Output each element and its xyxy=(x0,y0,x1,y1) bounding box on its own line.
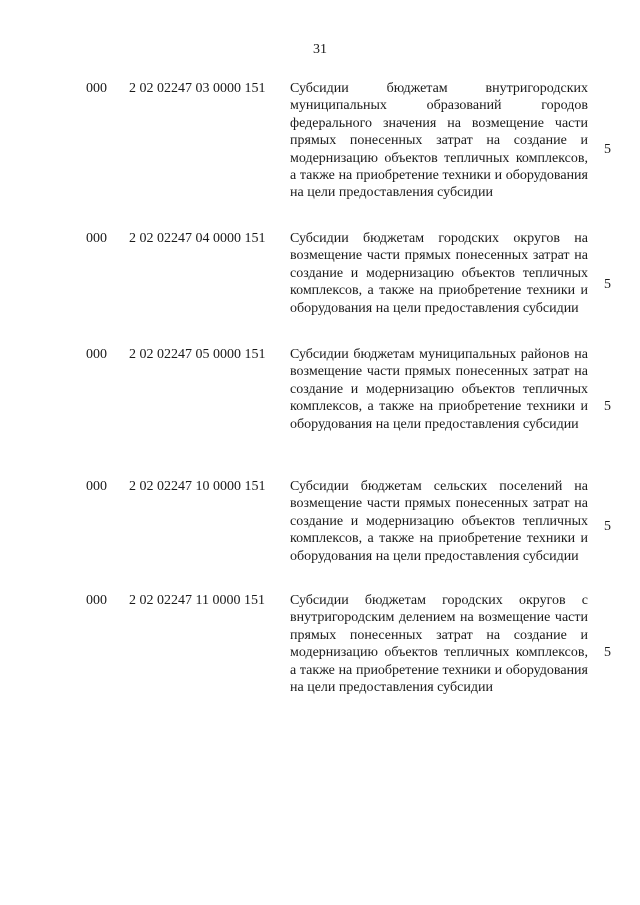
kbk-code: 2 02 02247 11 0000 151 xyxy=(129,593,265,608)
row-value: 5 xyxy=(604,277,611,292)
admin-code: 000 xyxy=(86,347,107,362)
row-description: Субсидии бюджетам муниципальных районов на возмещение части прямых понесенных затрат на создание и модернизацию объектов тепличных комплексов, а также на приобретение техники и оборудования на цели предоставления субсидии xyxy=(290,347,588,432)
kbk-code: 2 02 02247 03 0000 151 xyxy=(129,81,266,96)
row-description: Субсидии бюджетам сельских поселений на возмещение части прямых понесенных затрат на создание и модернизацию объектов тепличных комплексов, а также на приобретение техники и оборудования на цели предоставления субсидии xyxy=(290,479,588,564)
row-value: 5 xyxy=(604,645,611,660)
row-description: Субсидии бюджетам внутригородских муниципальных образований городов федерального значения на возмещение части прямых понесенных затрат на создание и модернизацию объектов тепличных комплексов, а также на приобретение техники и оборудования на цели предоставления субсидии xyxy=(290,81,588,201)
row-value: 5 xyxy=(604,519,611,534)
kbk-code: 2 02 02247 04 0000 151 xyxy=(129,231,266,246)
admin-code: 000 xyxy=(86,231,107,246)
kbk-code: 2 02 02247 10 0000 151 xyxy=(129,479,266,494)
row-description: Субсидии бюджетам городских округов на возмещение части прямых понесенных затрат на создание и модернизацию объектов тепличных комплексов, а также на приобретение техники и оборудования на цели предоставления субсидии xyxy=(290,231,588,316)
kbk-code: 2 02 02247 05 0000 151 xyxy=(129,347,266,362)
page-number: 31 xyxy=(313,42,327,57)
row-description: Субсидии бюджетам городских округов с внутригородским делением на возмещение части прямых понесенных затрат на создание и модернизацию объектов тепличных комплексов, а также на приобретение техники и оборудования на цели предоставления субсидии xyxy=(290,593,588,696)
admin-code: 000 xyxy=(86,81,107,96)
admin-code: 000 xyxy=(86,479,107,494)
row-value: 5 xyxy=(604,399,611,414)
admin-code: 000 xyxy=(86,593,107,608)
row-value: 5 xyxy=(604,142,611,157)
